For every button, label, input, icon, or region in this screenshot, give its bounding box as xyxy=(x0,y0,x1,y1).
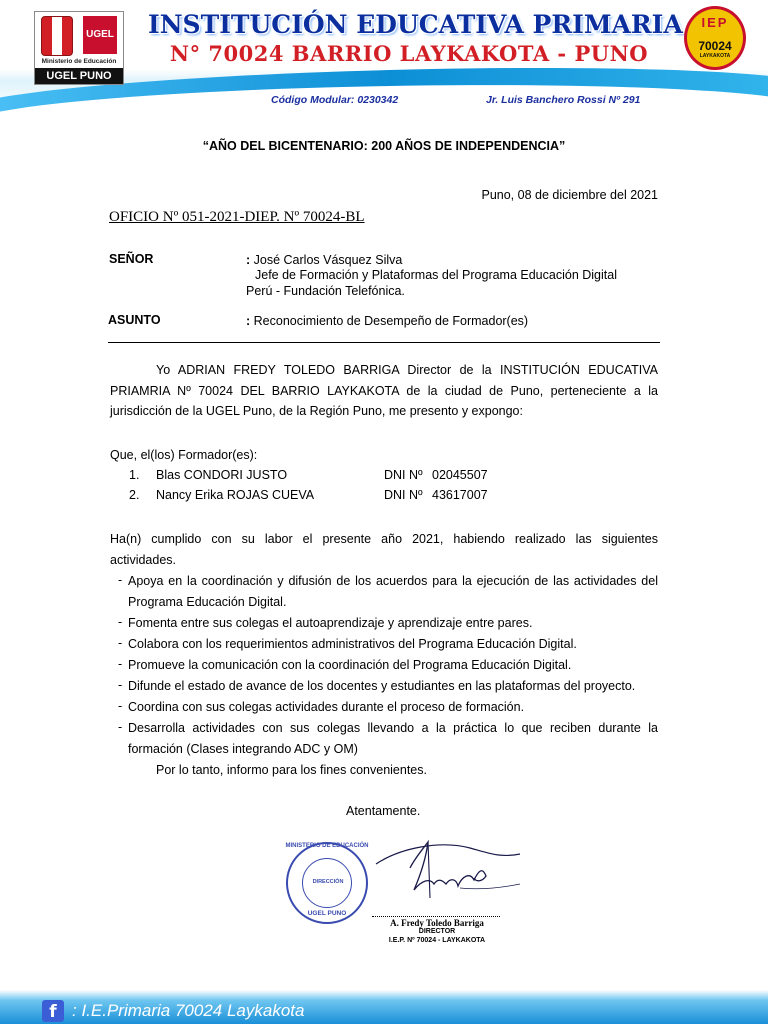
asunto-text-value: Reconocimiento de Desempeño de Formador(es) xyxy=(250,314,529,328)
activity-line: Apoya en la coordinación y difusión de los acuerdos para la ejecución de las actividades del xyxy=(128,574,658,588)
formador-name: Blas CONDORI JUSTO xyxy=(156,468,288,482)
cumplido-line: actividades. xyxy=(110,552,177,567)
oficio-number: OFICIO Nº 051-2021-DIEP. Nº 70024-BL xyxy=(109,209,365,225)
signer-institution: I.E.P. Nº 70024 - LAYKAKOTA xyxy=(388,937,486,944)
iep-logo xyxy=(684,6,746,70)
formador-dni-label: DNI Nº xyxy=(384,488,423,502)
official-seal xyxy=(286,842,368,924)
iep-number: 70024 xyxy=(698,39,732,53)
intro-line: Yo ADRIAN FREDY TOLEDO BARRIGA Director de la INSTITUCIÓN EDUCATIVA xyxy=(156,363,658,377)
activity-line: Desarrolla actividades con sus colegas llevando a la práctica lo que reciben durante la xyxy=(128,721,658,735)
activity-item xyxy=(128,718,658,760)
institution-subtitle: N° 70024 BARRIO LAYKAKOTA - PUNO xyxy=(169,41,649,66)
senor-label: SEÑOR xyxy=(109,252,154,266)
year-motto: “AÑO DEL BICENTENARIO: 200 AÑOS DE INDEPENDENCIA” xyxy=(202,139,566,153)
divider-line xyxy=(108,342,660,343)
activity-item xyxy=(128,676,658,697)
facebook-icon[interactable]: f xyxy=(42,1000,64,1022)
formador-number: 1. xyxy=(129,468,140,482)
activity-item xyxy=(128,634,658,655)
asunto-text: : Reconocimiento de Desempeño de Formador(es) xyxy=(246,314,529,328)
cumplido-line: Ha(n) cumplido con su labor el presente año 2021, habiendo realizado las siguientes xyxy=(110,532,658,546)
ugel-logo xyxy=(34,11,124,85)
activity-item xyxy=(128,697,658,718)
handwritten-signature xyxy=(370,828,530,908)
recipient-name-text: José Carlos Vásquez Silva xyxy=(250,253,403,267)
recipient-position: Jefe de Formación y Plataformas del Programa Educación Digital xyxy=(255,268,617,282)
iep-sub: LAYKAKOTA xyxy=(699,53,731,59)
activity-item xyxy=(128,571,658,613)
activity-line: Colabora con los requerimientos administrativos del Programa Educación Digital. xyxy=(128,637,577,651)
cumplido-paragraph xyxy=(110,529,658,570)
signature-line xyxy=(372,916,500,917)
formador-name: Nancy Erika ROJAS CUEVA xyxy=(156,488,315,502)
seal-top-text: MINISTERIO DE EDUCACIÓN xyxy=(285,843,369,849)
atentamente: Atentamente. xyxy=(346,804,421,818)
date-line: Puno, 08 de diciembre del 2021 xyxy=(481,188,658,202)
formador-number: 2. xyxy=(129,488,140,502)
que-line: Que, el(los) Formador(es): xyxy=(110,448,258,462)
institution-title: INSTITUCIÓN EDUCATIVA PRIMARIA xyxy=(148,10,683,39)
bullet-dash: - xyxy=(118,657,123,671)
seal-center-text: DIRECCIÓN xyxy=(312,879,344,885)
activity-line: Fomenta entre sus colegas el autoaprendizaje y aprendizaje entre pares. xyxy=(128,616,533,630)
asunto-label: ASUNTO xyxy=(108,313,161,327)
ugel-puno-label: UGEL PUNO xyxy=(35,68,123,84)
bullet-dash: - xyxy=(118,615,123,629)
signer-name: A. Fredy Toledo Barriga xyxy=(390,918,484,928)
activity-line: Programa Educación Digital. xyxy=(128,595,287,609)
intro-paragraph xyxy=(110,360,658,422)
activity-line: Coordina con sus colegas actividades durante el proceso de formación. xyxy=(128,700,525,714)
intro-line: PRIAMRIA Nº 70024 DEL BARRIO LAYKAKOTA de la ciudad de Puno, perteneciente a la xyxy=(110,383,658,398)
recipient-name: : José Carlos Vásquez Silva xyxy=(246,253,403,267)
signer-role: DIRECTOR xyxy=(418,928,456,935)
recipient-organization: Perú - Fundación Telefónica. xyxy=(246,284,405,298)
activity-line: Difunde el estado de avance de los docentes y estudiantes en las plataformas del proyecto. xyxy=(128,679,636,693)
bullet-dash: - xyxy=(118,720,123,734)
activity-line: Promueve la comunicación con la coordinación del Programa Educación Digital. xyxy=(128,658,572,672)
formador-dni-label: DNI Nº xyxy=(384,468,423,482)
closing-line: Por lo tanto, informo para los fines convenientes. xyxy=(156,763,427,777)
bullet-dash: - xyxy=(118,573,123,587)
bullet-dash: - xyxy=(118,636,123,650)
formador-dni: 02045507 xyxy=(432,468,488,482)
peru-shield-icon xyxy=(41,16,73,56)
iep-letters: IEP xyxy=(701,15,729,30)
address: Jr. Luis Banchero Rossi Nº 291 xyxy=(486,94,641,106)
formador-dni: 43617007 xyxy=(432,488,488,502)
ministry-label: Ministerio de Educación xyxy=(41,58,117,65)
seal-bottom-text: UGEL PUNO xyxy=(307,910,347,917)
codigo-modular: Código Modular: 0230342 xyxy=(271,94,399,106)
intro-line: jurisdicción de la UGEL Puno, de la Región Puno, me presento y expongo: xyxy=(110,404,523,418)
facebook-page-name[interactable]: : I.E.Primaria 70024 Laykakota xyxy=(72,1001,305,1020)
activity-item xyxy=(128,655,658,676)
activity-item xyxy=(128,613,658,634)
bullet-dash: - xyxy=(118,699,123,713)
ugel-mark-icon: UGEL xyxy=(83,16,117,54)
seal-inner-ring xyxy=(302,858,352,908)
bullet-dash: - xyxy=(118,678,123,692)
activity-line: formación (Clases integrando ADC y OM) xyxy=(128,742,358,756)
